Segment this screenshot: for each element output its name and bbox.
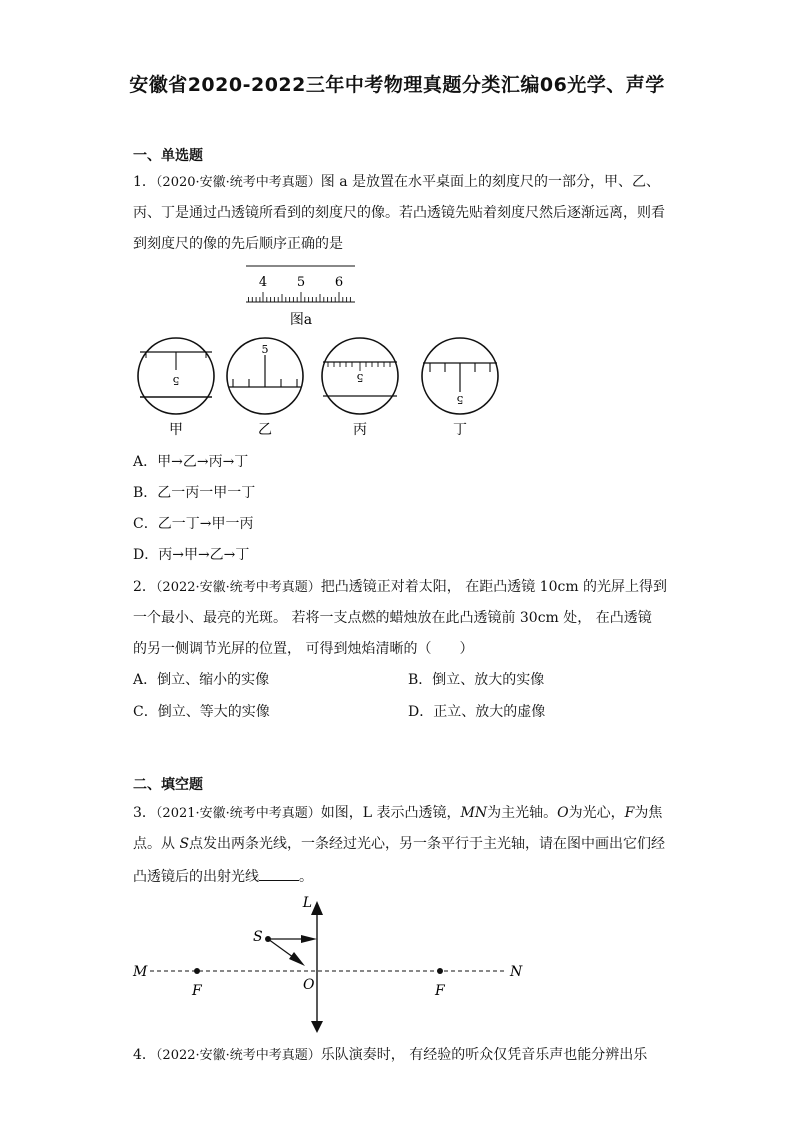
question-3-line-2 [133, 834, 673, 854]
circle-bing-label: 丙 [353, 422, 367, 438]
circle-yi-digit: 5 [261, 343, 269, 356]
question-source: （2021·安徽·统考中考真题） [155, 806, 321, 821]
question-1-line-1 [133, 172, 673, 193]
figure-a-ruler [240, 262, 360, 334]
question-4-line-1 [133, 1045, 673, 1066]
question-text: 把凸透镜正对着太阳， 在距凸透镜 10cm 的光屏上得到 [320, 579, 668, 595]
ruler-tick-5: 5 [296, 275, 306, 290]
label-N: N [510, 964, 523, 980]
q3-text-a: 如图，L 表示凸透镜， [320, 805, 461, 821]
question-2-line-1 [133, 577, 673, 598]
circle-yi [227, 338, 303, 438]
label-O: O [303, 977, 315, 993]
q3-text-c: 为光心， [568, 805, 625, 821]
question-2-line-3: 的另一侧调节光屏的位置， 可得到烛焰清晰的（ ） [133, 641, 474, 657]
ruler-tick-6: 6 [334, 275, 344, 290]
q3-text-g: 凸透镜后的出射光线 [133, 869, 259, 885]
q3-text-d: 为焦 [634, 805, 663, 821]
circle-ding [422, 338, 498, 438]
answer-blank[interactable] [259, 866, 299, 881]
q2-option-b[interactable]: B．倒立、放大的实像 [408, 672, 545, 688]
question-2-line-2: 一个最小、最亮的光斑。 若将一支点燃的蜡烛放在此凸透镜前 30cm 处， 在凸透镜 [133, 610, 652, 626]
circle-bing [322, 338, 398, 438]
circle-jia-digit: 5 [172, 374, 180, 387]
q2-option-a[interactable]: A．倒立、缩小的实像 [133, 672, 270, 688]
question-source: （2020·安徽·统考中考真题） [155, 175, 321, 190]
section-heading-fill-blank: 二、填空题 [133, 777, 203, 793]
q1-option-c[interactable]: C．乙一丁→甲一丙 [133, 516, 254, 532]
circle-jia [138, 338, 214, 438]
circle-bing-digit: 5 [356, 371, 364, 384]
q3-text-f: 点发出两条光线，一条经过光心，另一条平行于主光轴，请在图中画出它们经 [189, 836, 666, 852]
question-source: （2022·安徽·统考中考真题） [155, 580, 321, 595]
circle-ding-digit: 5 [456, 393, 464, 406]
q2-option-d[interactable]: D．正立、放大的虚像 [408, 704, 546, 720]
q3-text-e: 点。从 [133, 836, 180, 852]
question-number: 4． [133, 1047, 156, 1063]
question-1-line-3: 到刻度尺的像的先后顺序正确的是 [133, 236, 343, 252]
question-3-line-3 [133, 866, 673, 887]
question-number: 1． [133, 174, 156, 190]
q1-option-d[interactable]: D．丙→甲→乙→丁 [133, 547, 250, 563]
circle-ding-label: 丁 [453, 422, 467, 438]
q3-f: F [624, 805, 635, 821]
q3-o: O [557, 805, 569, 821]
q3-s: S [179, 836, 190, 852]
question-number: 3． [133, 805, 156, 821]
question-text: 乐队演奏时， 有经验的听众仅凭音乐声也能分辨出乐 [320, 1047, 648, 1063]
question-source: （2022·安徽·统考中考真题） [155, 1048, 321, 1063]
ruler-tick-4: 4 [258, 275, 268, 290]
label-F-left: F [192, 983, 202, 999]
lens-images-figure [130, 336, 510, 442]
q3-mn: MN [460, 805, 488, 821]
circle-yi-label: 乙 [258, 422, 272, 438]
label-M: M [133, 964, 148, 980]
question-3-line-1 [133, 803, 673, 824]
q1-option-a[interactable]: A．甲→乙→丙→丁 [133, 454, 249, 470]
q3-text-b: 为主光轴。 [487, 805, 558, 821]
circle-jia-label: 甲 [169, 422, 183, 438]
convex-lens-diagram [125, 893, 535, 1033]
q1-option-b[interactable]: B．乙一丙一甲一丁 [133, 485, 256, 501]
figure-a-caption: 图a [289, 312, 313, 328]
question-number: 2． [133, 579, 156, 595]
label-L: L [302, 895, 312, 911]
label-F-right: F [435, 983, 445, 999]
q3-text-h: 。 [299, 869, 313, 885]
label-S: S [253, 929, 263, 945]
page-title: 安徽省2020-2022三年中考物理真题分类汇编06光学、声学 [129, 74, 665, 96]
q2-option-c[interactable]: C．倒立、等大的实像 [133, 704, 270, 720]
question-1-line-2: 丙、丁是通过凸透镜所看到的刻度尺的像。若凸透镜先贴着刻度尺然后逐渐远离，则看 [133, 205, 665, 221]
question-text: 图 a 是放置在水平桌面上的刻度尺的一部分，甲、乙、 [320, 174, 661, 190]
section-heading-single-choice: 一、单选题 [133, 148, 203, 164]
